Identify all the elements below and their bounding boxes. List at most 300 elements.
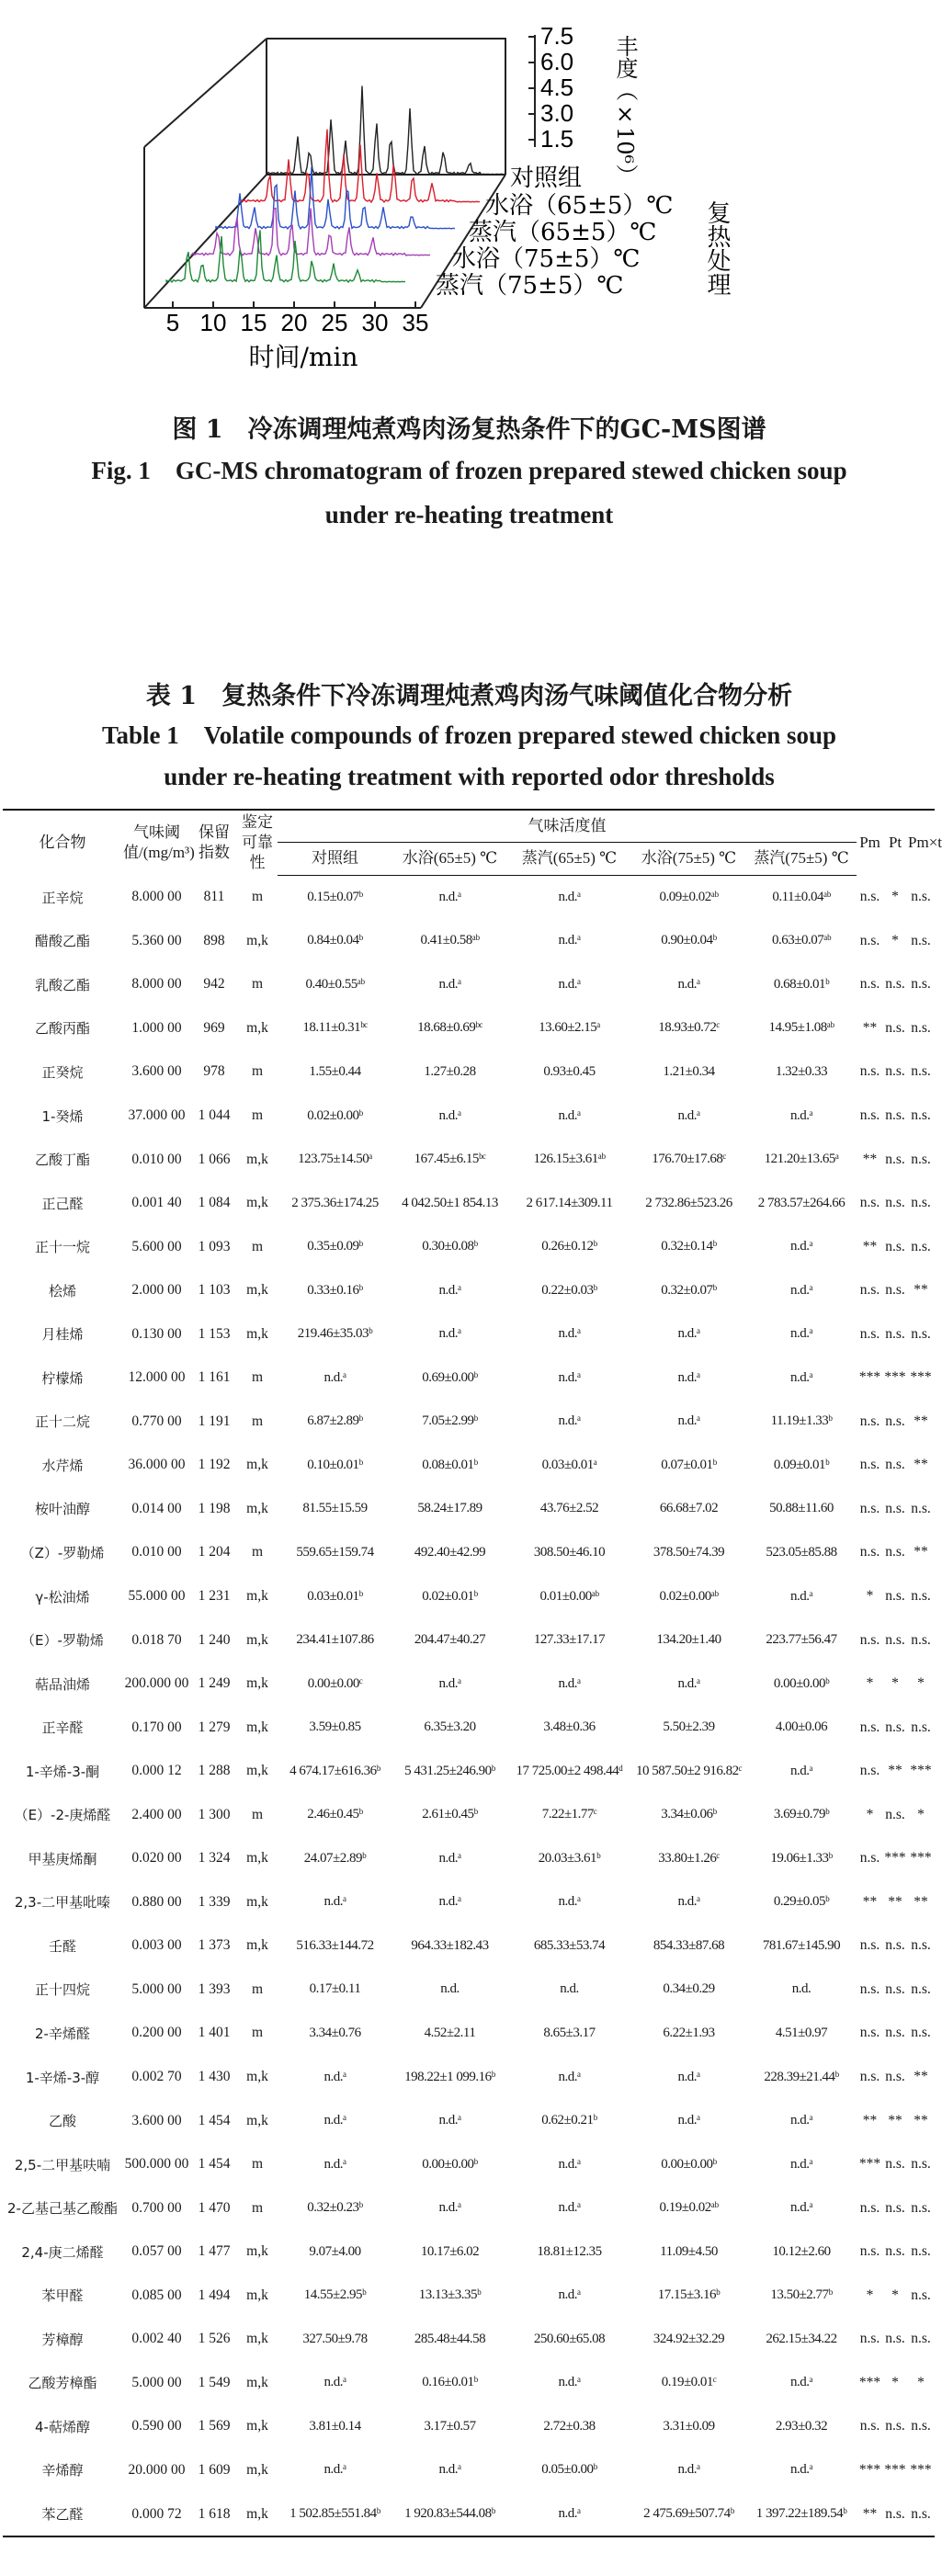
cell-steam-75: 0.63±0.07ᵃᵇ — [772, 933, 832, 948]
cell-control: 1 502.85±551.84ᵇ — [278, 2492, 392, 2537]
cell-pt: n.s. — [885, 1019, 905, 1036]
cell-pm: *** — [858, 2156, 881, 2173]
cell-identification: m — [251, 1063, 264, 1080]
cell-steam-65: n.d.ᵃ — [558, 1369, 581, 1385]
cell-water-bath-75: n.d.ᵃ — [677, 2069, 700, 2084]
cell-water-bath-65: 58.24±17.89 — [417, 1501, 482, 1516]
cell-control: 4 674.17±616.36ᵇ — [289, 1763, 380, 1778]
table-body — [3, 875, 935, 2536]
cell-steam-65: n.d.ᵃ — [558, 1413, 581, 1429]
cell-steam-75: n.d.ᵃ — [789, 2375, 813, 2390]
cell-pt: n.s. — [885, 2243, 905, 2260]
cell-pm: n.s. — [859, 1107, 880, 1123]
x-tick-label: 5 — [165, 309, 180, 336]
cell-threshold: 0.590 00 — [131, 2418, 182, 2434]
cell-retention-index: 1 044 — [198, 1107, 231, 1123]
cell-control: 0.10±0.01ᵇ — [307, 1457, 363, 1472]
cell-compound: 苯甲醛 — [41, 2287, 84, 2305]
cell-compound: （Z）-罗勒烯 — [20, 1544, 105, 1561]
cell-pmxt: n.s. — [911, 1500, 931, 1516]
cell-pmxt: n.s. — [911, 1325, 931, 1342]
cell-steam-65: n.d.ᵃ — [558, 2287, 581, 2303]
cell-water-bath-75: 378.50±74.39 — [653, 1544, 725, 1560]
cell-control: 559.65±159.74 — [296, 1544, 374, 1560]
cell-water-bath-65: 7.05±2.99ᵇ — [422, 1413, 478, 1429]
cell-identification: m — [251, 2156, 264, 2173]
cell-steam-65: n.d.ᵃ — [558, 2375, 581, 2390]
cell-compound: 苯乙醛 — [3, 2492, 122, 2537]
cell-identification: m,k — [246, 1850, 268, 1867]
cell-compound: 柠檬烯 — [41, 1369, 84, 1387]
cell-pt: n.s. — [885, 1107, 905, 1123]
cell-pt: n.s. — [885, 2199, 905, 2216]
cell-water-bath-65: n.d.ᵃ — [438, 1675, 461, 1691]
cell-steam-65: 685.33±53.74 — [533, 1937, 606, 1953]
table-row — [3, 1880, 935, 1924]
cell-retention-index: 1 093 — [198, 1238, 231, 1254]
cell-retention-index: 1 288 — [198, 1763, 231, 1779]
cell-pm: ** — [857, 2492, 883, 2537]
cell-steam-75: n.d.ᵃ — [789, 2113, 813, 2128]
cell-steam-75: n.d.ᵃ — [789, 2462, 813, 2478]
cell-identification: m,k — [246, 2243, 268, 2260]
cell-retention-index: 1 393 — [198, 1980, 231, 1997]
cell-pmxt: ** — [914, 1282, 928, 1299]
cell-compound: 正癸烷 — [41, 1063, 84, 1081]
cell-control: 0.15±0.07ᵇ — [307, 889, 363, 904]
cell-compound: （E）-2-庚烯醛 — [14, 1807, 111, 1824]
cell-retention-index: 1 324 — [198, 1850, 231, 1867]
cell-pmxt: *** — [910, 1763, 932, 1779]
cell-pmxt: n.s. — [911, 1631, 931, 1648]
cell-water-bath-75: 0.32±0.07ᵇ — [661, 1282, 717, 1298]
cell-threshold: 8.000 00 — [131, 889, 182, 905]
cell-steam-75: 2 783.57±264.66 — [757, 1195, 846, 1210]
x-tick-label: 35 — [402, 309, 429, 336]
cell-water-bath-75: 11.09±4.50 — [660, 2243, 718, 2259]
table-row — [3, 1094, 935, 1138]
cell-retention-index: 1 204 — [198, 1544, 231, 1560]
table-row — [3, 1662, 935, 1706]
cell-control: 14.55±2.95ᵇ — [303, 2287, 367, 2303]
cell-steam-65: 308.50±46.10 — [533, 1544, 606, 1560]
cell-retention-index: 1 401 — [198, 2025, 231, 2041]
cell-steam-65: 17 725.00±2 498.44ᵈ — [516, 1763, 623, 1778]
cell-water-bath-65: 4 042.50±1 854.13 — [402, 1195, 498, 1210]
cell-pm: n.s. — [859, 1195, 880, 1211]
cell-steam-65: n.d.ᵃ — [558, 889, 581, 904]
cell-identification: m,k — [246, 1675, 268, 1692]
x-axis-ticks — [173, 301, 415, 308]
header-pt: Pt — [883, 810, 907, 875]
cell-retention-index: 1 153 — [198, 1325, 231, 1342]
cell-retention-index: 969 — [203, 1019, 225, 1036]
cell-steam-65: n.d.ᵃ — [558, 1894, 581, 1910]
cell-pm: ** — [862, 2112, 878, 2128]
cell-steam-65: 0.62±0.21ᵇ — [541, 2113, 597, 2128]
cell-pt: n.s. — [885, 976, 905, 993]
cell-water-bath-75: n.d.ᵃ — [677, 1894, 700, 1910]
table-row — [3, 2492, 935, 2537]
cell-control: 0.84±0.04ᵇ — [307, 933, 363, 948]
cell-compound: 正十四烷 — [34, 1981, 90, 1999]
table-row — [3, 1356, 935, 1401]
cell-water-bath-65: 4.52±2.11 — [424, 2025, 476, 2040]
cell-pmxt: n.s. — [911, 1019, 931, 1036]
cell-steam-65: n.d.ᵃ — [558, 1326, 581, 1342]
cell-control: 0.17±0.11 — [309, 1981, 361, 1997]
cell-steam-65: 8.65±3.17 — [543, 2025, 596, 2040]
cell-pmxt: n.s. — [911, 2287, 931, 2303]
y-axis-label: 丰度（×10⁶） — [612, 35, 638, 187]
cell-control: 0.32±0.23ᵇ — [307, 2200, 363, 2216]
cell-pmxt: n.s. — [911, 2156, 931, 2173]
cell-water-bath-65: 492.40±42.99 — [414, 1544, 486, 1560]
header-steam-75: 蒸汽(75±5) ℃ — [746, 843, 857, 875]
cell-pt: n.s. — [885, 1063, 905, 1080]
cell-threshold: 0.000 12 — [131, 1763, 182, 1779]
cell-retention-index: 1 477 — [198, 2243, 231, 2260]
cell-control: 516.33±144.72 — [296, 1937, 374, 1953]
cell-steam-75: n.d.ᵃ — [789, 1763, 813, 1778]
cell-steam-65: 0.03±0.01ᵃ — [541, 1457, 597, 1472]
series-label-control: 对照组 — [510, 165, 583, 192]
cell-retention-index: 1 240 — [198, 1631, 231, 1648]
cell-compound: 辛烯醇 — [41, 2462, 84, 2480]
cell-water-bath-65: 0.02±0.01ᵇ — [422, 1588, 478, 1604]
cell-steam-65: n.d.ᵃ — [558, 933, 581, 948]
cell-water-bath-65: 6.35±3.20 — [424, 1719, 476, 1735]
cell-control: 1.55±0.44 — [309, 1063, 361, 1079]
cell-water-bath-75: n.d.ᵃ — [677, 2462, 700, 2478]
cell-compound: 桧烯 — [48, 1282, 76, 1299]
cell-pm: *** — [858, 2374, 881, 2390]
cell-pmxt: * — [917, 1675, 925, 1692]
cell-steam-65: 0.26±0.12ᵇ — [541, 1239, 597, 1254]
cell-pm: n.s. — [859, 2069, 880, 2085]
cell-water-bath-65: 204.47±40.27 — [414, 1632, 486, 1648]
cell-pmxt: n.s. — [911, 2199, 931, 2216]
cell-water-bath-75: 176.70±17.68ᶜ — [652, 1152, 726, 1167]
cell-pmxt: n.s. — [911, 2331, 931, 2347]
cell-pm: n.s. — [859, 889, 880, 905]
cell-steam-75: 3.69±0.79ᵇ — [773, 1807, 830, 1822]
cell-retention-index: 1 249 — [198, 1675, 231, 1692]
cell-threshold: 0.003 00 — [131, 1937, 182, 1954]
cell-pm: n.s. — [859, 1413, 880, 1429]
cell-steam-75: n.d.ᵃ — [789, 1107, 813, 1123]
cell-pt: n.s. — [885, 1980, 905, 1997]
cell-water-bath-65: 3.17±0.57 — [424, 2418, 476, 2434]
cell-pmxt: *** — [910, 1369, 932, 1386]
cell-water-bath-65: 0.08±0.01ᵇ — [422, 1457, 478, 1472]
cell-steam-75: 121.20±13.65ᵃ — [764, 1152, 839, 1167]
cell-steam-75: 0.11±0.04ᵃᵇ — [772, 889, 831, 904]
table-row — [3, 2099, 935, 2143]
cell-compound: 乙酸丁酯 — [34, 1152, 90, 1169]
cell-pt: n.s. — [885, 2069, 905, 2085]
cell-pmxt: * — [917, 2374, 925, 2390]
cell-identification: m,k — [246, 1937, 268, 1954]
cell-identification: m,k — [237, 2492, 278, 2537]
cell-steam-75: 11.19±1.33ᵇ — [770, 1413, 833, 1429]
cell-pt: n.s. — [885, 2156, 905, 2173]
cell-compound: γ-松油烯 — [35, 1588, 90, 1606]
cell-identification: m,k — [246, 932, 268, 948]
chromatogram-trace-3 — [191, 209, 430, 256]
cell-identification: m,k — [246, 1325, 268, 1342]
cell-water-bath-75: 0.19±0.02ᵃᵇ — [659, 2200, 719, 2216]
table-row — [3, 1268, 935, 1312]
cell-pmxt: n.s. — [911, 889, 931, 905]
cell-threshold: 2.400 00 — [131, 1806, 182, 1822]
header-identification: 鉴定可靠性 — [237, 810, 278, 875]
cell-water-bath-75: n.d.ᵃ — [677, 1326, 700, 1342]
table-row — [3, 1400, 935, 1444]
cell-water-bath-75: 0.34±0.29 — [663, 1981, 715, 1997]
cell-steam-75: 523.05±85.88 — [766, 1544, 837, 1560]
cell-water-bath-65: n.d.ᵃ — [438, 2113, 461, 2128]
cell-compound: 桉叶油醇 — [34, 1501, 90, 1518]
cell-compound: 壬醛 — [48, 1937, 76, 1955]
cell-pmxt: ** — [914, 1544, 928, 1560]
table-row — [3, 1225, 935, 1269]
cell-compound: 正辛醛 — [41, 1719, 84, 1737]
cell-compound: 1-辛烯-3-酮 — [25, 1763, 100, 1780]
cell-threshold: 0.200 00 — [131, 2025, 182, 2041]
cell-threshold: 0.010 00 — [131, 1544, 182, 1560]
cell-pt: n.s. — [885, 1151, 905, 1167]
cell-pt: * — [891, 889, 899, 905]
cell-steam-75: 0.29±0.05ᵇ — [773, 1894, 830, 1910]
cell-steam-65: 20.03±3.61ᵇ — [538, 1850, 601, 1866]
cell-retention-index: 1 569 — [198, 2418, 231, 2434]
cell-pm: * — [866, 2287, 874, 2303]
cell-retention-index: 1 549 — [198, 2374, 231, 2390]
cell-threshold: 1.000 00 — [131, 1019, 182, 1036]
cell-steam-75: 223.77±56.47 — [766, 1632, 837, 1648]
cell-threshold: 500.000 00 — [124, 2156, 189, 2173]
cell-control: 81.55±15.59 — [302, 1501, 368, 1516]
cell-retention-index: 1 373 — [198, 1937, 231, 1954]
cell-pt: n.s. — [885, 1631, 905, 1648]
cell-identification: m,k — [246, 1457, 268, 1473]
cell-threshold: 0.085 00 — [131, 2287, 182, 2303]
cell-steam-75: 0.00±0.00ᵇ — [773, 1675, 830, 1691]
cell-pt: n.s. — [885, 1325, 905, 1342]
table-row — [3, 1138, 935, 1182]
cell-compound: 月桂烯 — [41, 1326, 84, 1344]
cell-water-bath-75: n.d.ᵃ — [677, 1675, 700, 1691]
cell-pt: n.s. — [885, 2418, 905, 2434]
cell-pm: n.s. — [859, 1719, 880, 1735]
cell-compound: 2,5-二甲基呋喃 — [14, 2156, 111, 2173]
cell-compound: 2,3-二甲基吡嗪 — [14, 1894, 111, 1912]
cell-steam-75: 50.88±11.60 — [769, 1501, 834, 1516]
cell-steam-65: 7.22±1.77ᶜ — [541, 1807, 597, 1822]
cell-identification: m,k — [246, 1151, 268, 1167]
cell-pt: n.s. — [885, 1544, 905, 1560]
cell-water-bath-65: n.d.ᵃ — [438, 1850, 461, 1866]
cell-compound: 1-辛烯-3-醇 — [25, 2069, 100, 2086]
cell-compound: 乳酸乙酯 — [34, 976, 90, 993]
cell-steam-65: n.d.ᵃ — [507, 2492, 631, 2537]
cell-water-bath-75: 10 587.50±2 916.82ᶜ — [635, 1763, 743, 1778]
cell-steam-75: n.d.ᵃ — [789, 1588, 813, 1604]
cell-compound: 正辛烷 — [41, 889, 84, 906]
cell-threshold: 0.130 00 — [131, 1325, 182, 1342]
cell-pm: n.s. — [859, 1325, 880, 1342]
cell-steam-75: 1 397.22±189.54ᵇ — [746, 2492, 857, 2537]
cell-control: 123.75±14.50ᵃ — [298, 1152, 372, 1167]
cell-threshold: 0.014 00 — [131, 1500, 182, 1516]
cell-steam-75: 262.15±34.22 — [766, 2331, 837, 2346]
x-axis-label: 时间/min — [248, 342, 358, 372]
figure-caption-cn: 图 1 冷冻调理炖煮鸡肉汤复热条件下的GC-MS图谱 — [172, 415, 766, 444]
cell-compound: 正己醛 — [41, 1195, 84, 1212]
cell-control: n.d.ᵃ — [323, 2462, 346, 2478]
cell-retention-index: 1 526 — [198, 2331, 231, 2347]
cell-control: n.d.ᵃ — [323, 2375, 346, 2390]
chromatogram-trace-0 — [267, 86, 505, 176]
table-row — [3, 2361, 935, 2405]
cell-pmxt: n.s. — [911, 1063, 931, 1080]
cell-retention-index: 1 339 — [198, 1893, 231, 1910]
cell-identification: m,k — [246, 2331, 268, 2347]
cell-pmxt: n.s. — [911, 1107, 931, 1123]
table-row — [3, 875, 935, 919]
cell-pt: * — [891, 932, 899, 948]
cell-water-bath-75: 324.92±32.29 — [653, 2331, 725, 2346]
cell-pt: n.s. — [885, 1806, 905, 1822]
cell-threshold: 200.000 00 — [124, 1675, 189, 1692]
cell-steam-65: 0.93±0.45 — [543, 1063, 596, 1079]
cell-threshold: 20.000 00 — [128, 2461, 186, 2478]
cell-retention-index: 942 — [203, 976, 225, 993]
cell-pm: n.s. — [859, 2025, 880, 2041]
table-row — [3, 2142, 935, 2186]
cell-identification: m,k — [246, 1719, 268, 1735]
cell-compound: 乙酸丙酯 — [34, 1020, 90, 1038]
cell-control: n.d.ᵃ — [323, 2069, 346, 2084]
cell-water-bath-75: 2 475.69±507.74ᵇ — [631, 2492, 746, 2537]
cell-water-bath-75: 0.07±0.01ᵇ — [661, 1457, 717, 1472]
table-row — [3, 1924, 935, 1969]
cell-steam-65: 2.72±0.38 — [543, 2418, 596, 2434]
cell-pmxt: ** — [914, 2069, 928, 2085]
cell-water-bath-75: n.d.ᵃ — [677, 2113, 700, 2128]
cell-pt: n.s. — [885, 1282, 905, 1299]
cell-pmxt: n.s. — [911, 1238, 931, 1254]
x-tick-label: 20 — [280, 309, 308, 336]
gcms-3d-chromatogram — [0, 0, 938, 386]
cell-water-bath-75: 0.00±0.00ᵇ — [661, 2156, 717, 2172]
cell-threshold: 5.360 00 — [131, 932, 182, 948]
cell-water-bath-75: 2 732.86±523.26 — [645, 1195, 732, 1210]
cell-water-bath-65: 13.13±3.35ᵇ — [418, 2287, 482, 2303]
cell-steam-65: 0.01±0.00ᵃᵇ — [539, 1588, 599, 1604]
cell-steam-75: 1.32±0.33 — [775, 1063, 828, 1079]
cell-steam-65: 0.22±0.03ᵇ — [541, 1282, 597, 1298]
cell-steam-65: n.d. — [560, 1981, 579, 1997]
cell-compound: 乙酸 — [48, 2113, 76, 2130]
cell-water-bath-65: 5 431.25±246.90ᵇ — [404, 1763, 495, 1778]
y-axis-tick-labels — [540, 22, 573, 153]
cell-compound: 正十一烷 — [34, 1239, 90, 1256]
cell-pt: ** — [888, 2112, 902, 2128]
cell-control: 0.00±0.00ᶜ — [307, 1675, 363, 1691]
cell-water-bath-75: 66.68±7.02 — [659, 1501, 719, 1516]
cell-pm: n.s. — [859, 1457, 880, 1473]
chromatogram-trace-4 — [166, 230, 405, 282]
cell-steam-75: 0.09±0.01ᵇ — [773, 1457, 830, 1472]
cell-pm: n.s. — [859, 2331, 880, 2347]
x-tick-label: 10 — [199, 309, 227, 336]
cell-pmxt: n.s. — [911, 1719, 931, 1735]
cell-steam-65: n.d.ᵃ — [558, 976, 581, 992]
cell-compound: 甲基庚烯酮 — [28, 1850, 97, 1867]
cell-control: 0.03±0.01ᵇ — [307, 1588, 363, 1604]
table-row — [3, 2186, 935, 2230]
cell-water-bath-65: n.d. — [440, 1981, 460, 1997]
cell-pt: n.s. — [885, 2331, 905, 2347]
cell-pt: n.s. — [885, 1588, 905, 1605]
cell-control: 3.59±0.85 — [309, 1719, 361, 1735]
table-row — [3, 1837, 935, 1881]
table-row — [3, 1487, 935, 1531]
cell-pm: * — [866, 1588, 874, 1605]
header-water-bath-65: 水浴(65±5) ℃ — [392, 843, 507, 875]
cell-compound: 芳樟醇 — [41, 2331, 84, 2348]
cell-steam-65: 13.60±2.15ᵃ — [539, 1020, 600, 1036]
cell-steam-65: 126.15±3.61ᵃᵇ — [533, 1152, 606, 1167]
cell-water-bath-65: n.d.ᵃ — [438, 2462, 461, 2478]
cell-pmxt: n.s. — [911, 2243, 931, 2260]
cell-steam-65: n.d.ᵃ — [558, 1675, 581, 1691]
header-retention-index: 保留指数 — [191, 810, 237, 875]
cell-pmxt: *** — [910, 1850, 932, 1867]
header-water-bath-75: 水浴(75±5) ℃ — [631, 843, 746, 875]
cell-steam-65: 18.81±12.35 — [537, 2243, 602, 2259]
cell-identification: m,k — [246, 1763, 268, 1779]
x-tick-label: 15 — [240, 309, 267, 336]
table-row — [3, 1531, 935, 1575]
cell-compound: 2-辛烯醛 — [35, 2025, 90, 2042]
cell-pm: ** — [862, 1238, 878, 1254]
cell-pm: * — [866, 1675, 874, 1692]
cell-identification: m,k — [246, 1588, 268, 1605]
cell-threshold: 2.000 00 — [131, 1282, 182, 1299]
cell-pt: n.s. — [885, 1195, 905, 1211]
cell-identification: m,k — [246, 2374, 268, 2390]
cell-water-bath-65: 0.00±0.00ᵇ — [422, 2156, 478, 2172]
cell-pm: n.s. — [859, 1937, 880, 1954]
cell-pm: *** — [858, 2461, 881, 2478]
table-row — [3, 963, 935, 1007]
cell-threshold: 37.000 00 — [128, 1107, 186, 1123]
y-tick-label: 7.5 — [540, 22, 574, 50]
cell-water-bath-75: 33.80±1.26ᶜ — [658, 1850, 720, 1866]
cell-control: 0.40±0.55ᵃᵇ — [305, 976, 365, 992]
table-row — [3, 2448, 935, 2492]
cell-pmxt: n.s. — [911, 932, 931, 948]
cell-identification: m,k — [246, 2287, 268, 2303]
table-row — [3, 1749, 935, 1793]
cell-identification: m,k — [246, 1631, 268, 1648]
table-title-cn: 表 1 复热条件下冷冻调理炖煮鸡肉汤气味阈值化合物分析 — [145, 682, 793, 710]
cell-pm: n.s. — [859, 2199, 880, 2216]
cell-threshold: 36.000 00 — [128, 1457, 186, 1473]
